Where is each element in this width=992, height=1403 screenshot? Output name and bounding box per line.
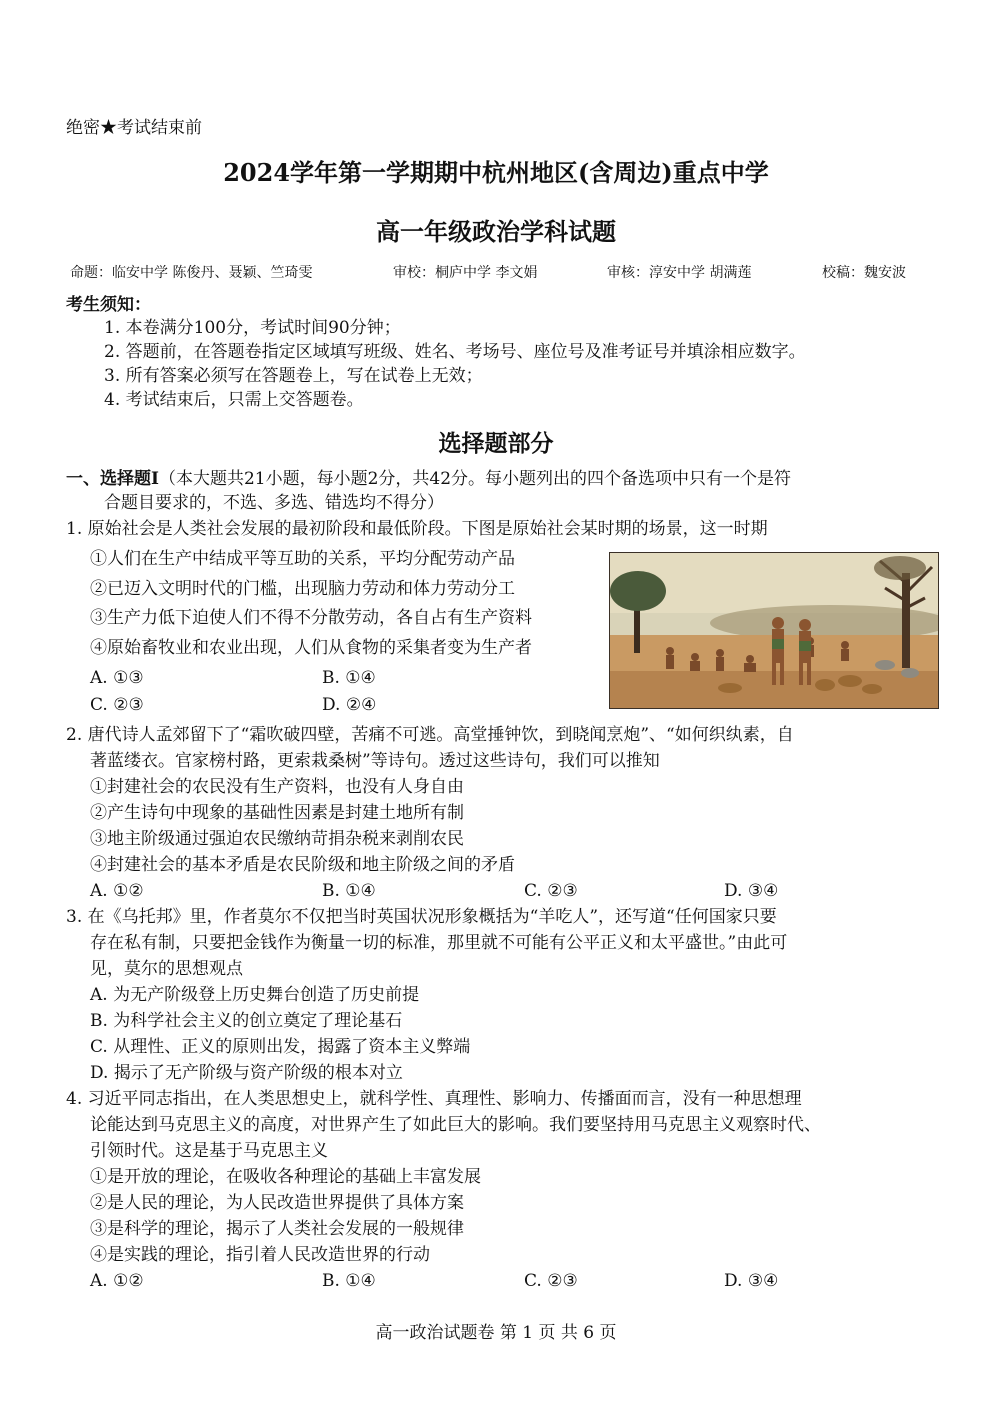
credit-checker: 审核：淳安中学 胡满莲: [607, 265, 752, 281]
primitive-society-illustration: [609, 552, 939, 709]
q4-statement: ③是科学的理论，揭示了人类社会发展的一般规律: [90, 1219, 464, 1239]
notice-item: 3. 所有答案必须写在答题卷上，写在试卷上无效；: [104, 366, 483, 386]
part-intro-text: （本大题共21小题，每小题2分，共42分。每小题列出的四个备选项中只有一个是符: [158, 469, 792, 489]
q1-option-b: B. ①④: [322, 668, 376, 688]
q4-stem-line: 4. 习近平同志指出，在人类思想史上，就科学性、真理性、影响力、传播面而言，没有一种思想理: [66, 1089, 802, 1109]
q2-option-b: B. ①④: [322, 881, 376, 901]
credit-proofreader: 校稿：魏安波: [822, 265, 906, 281]
q1-statement: ③生产力低下迫使人们不得不分散劳动，各自占有生产资料: [90, 608, 532, 628]
q3-option-d: D. 揭示了无产阶级与资产阶级的根本对立: [90, 1063, 403, 1083]
q4-statement: ④是实践的理论，指引着人民改造世界的行动: [90, 1245, 430, 1265]
part-label: 一、选择题Ⅰ: [66, 469, 159, 489]
notice-item: 1. 本卷满分100分，考试时间90分钟；: [104, 318, 401, 338]
q1-statement: ④原始畜牧业和农业出现，人们从食物的采集者变为生产者: [90, 638, 532, 658]
q3-option-b: B. 为科学社会主义的创立奠定了理论基石: [90, 1011, 403, 1031]
part-intro: [66, 468, 791, 490]
q4-stem-line: 论能达到马克思主义的高度，对世界产生了如此巨大的影响。我们要坚持用马克思主义观察时代、: [90, 1115, 821, 1135]
q1-statement: ①人们在生产中结成平等互助的关系，平均分配劳动产品: [90, 549, 515, 569]
q2-statement: ③地主阶级通过强迫农民缴纳苛捐杂税来剥削农民: [90, 829, 464, 849]
q2-statement: ④封建社会的基本矛盾是农民阶级和地主阶级之间的矛盾: [90, 855, 515, 875]
q4-option-d: D. ③④: [724, 1271, 779, 1291]
notice-heading: 考生须知：: [66, 295, 151, 315]
part-intro-line2: 合题目要求的，不选、多选、错选均不得分）: [104, 493, 444, 513]
q4-option-a: A. ①②: [90, 1271, 144, 1291]
q2-statement: ①封建社会的农民没有生产资料，也没有人身自由: [90, 777, 464, 797]
credit-reviewer: 审校：桐庐中学 李文娟: [393, 265, 538, 281]
q3-stem-line: 3. 在《乌托邦》里，作者莫尔不仅把当时英国状况形象概括为“羊吃人”，还写道“任何国家只要: [66, 907, 777, 927]
q2-option-d: D. ③④: [724, 881, 779, 901]
q3-stem-line: 见，莫尔的思想观点: [90, 959, 243, 979]
q3-option-c: C. 从理性、正义的原则出发，揭露了资本主义弊端: [90, 1037, 471, 1057]
q4-option-c: C. ②③: [524, 1271, 578, 1291]
q4-statement: ②是人民的理论，为人民改造世界提供了具体方案: [90, 1193, 464, 1213]
credit-author: 命题：临安中学 陈俊丹、聂颖、竺琦雯: [70, 265, 313, 281]
q2-option-a: A. ①②: [90, 881, 144, 901]
q3-option-a: A. 为无产阶级登上历史舞台创造了历史前提: [90, 985, 420, 1005]
q2-stem-line: 2. 唐代诗人孟郊留下了“霜吹破四壁，苦痛不可逃。高堂捶钟饮，到晓闻烹炮”、“如何织纨素，自: [66, 725, 794, 745]
q4-statement: ①是开放的理论，在吸收各种理论的基础上丰富发展: [90, 1167, 481, 1187]
notice-item: 4. 考试结束后，只需上交答题卷。: [104, 390, 364, 410]
q4-option-b: B. ①④: [322, 1271, 376, 1291]
q1-option-a: A. ①③: [90, 668, 144, 688]
notice-item: 2. 答题前，在答题卷指定区域填写班级、姓名、考场号、座位号及准考证号并填涂相应数字。: [104, 342, 806, 362]
q3-stem-line: 存在私有制，只要把金钱作为衡量一切的标准，那里就不可能有公平正义和太平盛世。”由此可: [90, 933, 788, 953]
confidential-label: 绝密★考试结束前: [66, 118, 202, 138]
q1-option-d: D. ②④: [322, 695, 377, 715]
q2-stem-line: 著蓝缕衣。官家榜村路，更索栽桑树”等诗句。透过这些诗句，我们可以推知: [90, 751, 660, 771]
exam-subtitle: 高一年级政治学科试题: [376, 217, 616, 246]
exam-title: 2024学年第一学期期中杭州地区(含周边)重点中学: [223, 158, 769, 187]
q2-statement: ②产生诗句中现象的基础性因素是封建土地所有制: [90, 803, 464, 823]
page-footer: 高一政治试题卷 第 1 页 共 6 页: [375, 1323, 617, 1343]
q2-option-c: C. ②③: [524, 881, 578, 901]
q4-stem-line: 引领时代。这是基于马克思主义: [90, 1141, 328, 1161]
q1-stem: 1. 原始社会是人类社会发展的最初阶段和最低阶段。下图是原始社会某时期的场景，这一时期: [66, 519, 768, 539]
section-title: 选择题部分: [438, 430, 554, 457]
q1-statement: ②已迈入文明时代的门槛，出现脑力劳动和体力劳动分工: [90, 579, 515, 599]
q1-option-c: C. ②③: [90, 695, 144, 715]
